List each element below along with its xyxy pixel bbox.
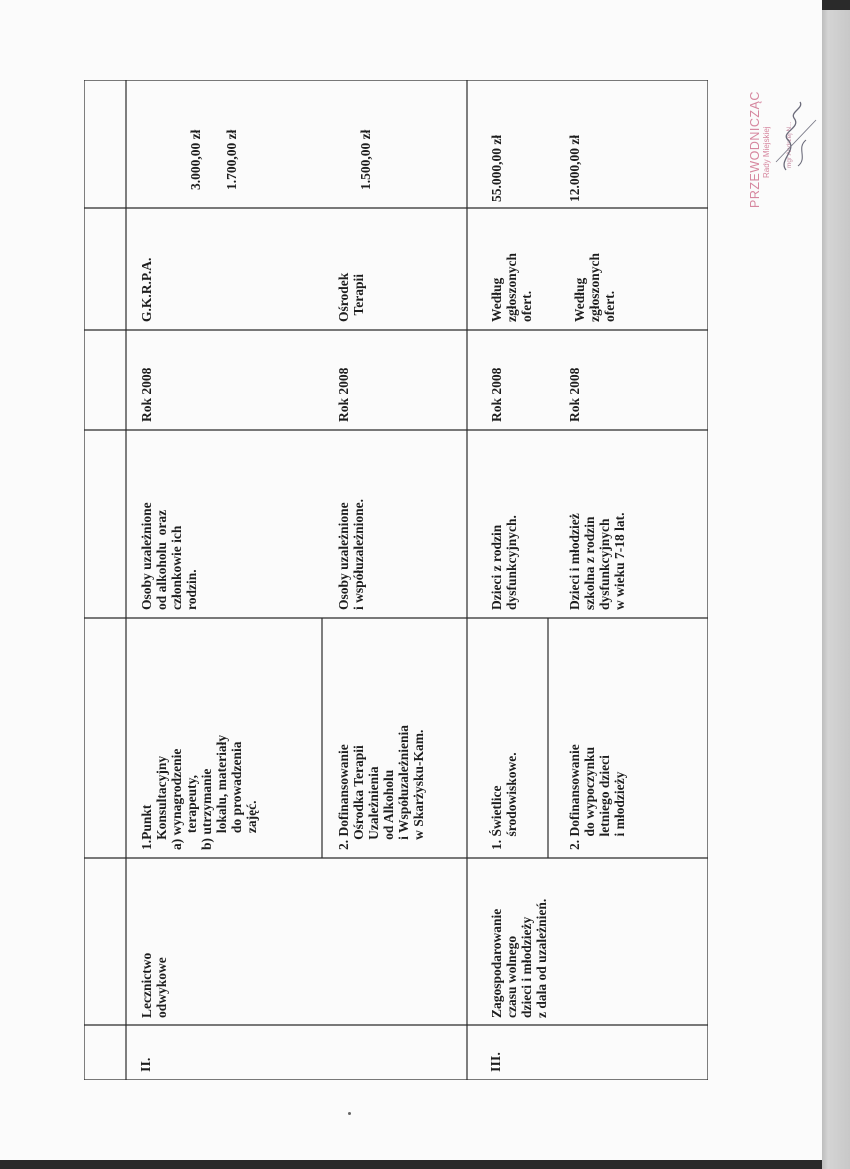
task-recipients: Dzieci z rodzin dysfunkcyjnych. bbox=[489, 515, 519, 610]
stamp-role: mgr Andrzej N... bbox=[786, 121, 793, 168]
dust-speck bbox=[348, 1112, 351, 1115]
task-description: 1. Świetlice środowiskowe. bbox=[489, 752, 519, 850]
task-description: 1.Punkt Konsultacyjny a) wynagrodzenie terapeuty, b) utrzymanie lokalu, materiały do prowadzenia zajęć. bbox=[139, 734, 259, 850]
task-term: Rok 2008 bbox=[139, 367, 154, 422]
task-description: 2. Dofinansowanie Ośrodka Terapii Uzależnienia od Alkoholu i Współuzależnienia w Skarżysku-Kam. bbox=[336, 724, 426, 850]
task-description: 2. Dofinansowanie do wypoczynku letniego dzieci i młodzieży bbox=[567, 744, 627, 850]
section-number: II. bbox=[139, 1057, 154, 1072]
chairman-stamp bbox=[738, 60, 828, 220]
scanner-corner bbox=[822, 0, 850, 10]
task-term: Rok 2008 bbox=[567, 367, 582, 422]
task-amount: 1.500,00 zł bbox=[358, 129, 373, 190]
task-recipients: Osoby uzależnione i współuzależnione. bbox=[336, 498, 366, 610]
rotated-table-page bbox=[84, 80, 708, 1080]
task-executor: Według zgłoszonych ofert. bbox=[572, 253, 617, 322]
signature-icon bbox=[758, 100, 828, 180]
task-executor: Ośrodek Terapii bbox=[336, 272, 366, 322]
task-amount: 12.000,00 zł bbox=[567, 134, 582, 202]
task-term: Rok 2008 bbox=[489, 367, 504, 422]
task-term: Rok 2008 bbox=[336, 367, 351, 422]
section-area: Zagospodarowanie czasu wolnego dzieci i młodzieży z dala od uzależnień. bbox=[489, 898, 549, 1018]
task-executor: G.K.R.P.A. bbox=[139, 257, 154, 322]
task-recipients: Osoby uzależnione od alkoholu oraz członkowie ich rodzin. bbox=[139, 502, 199, 610]
task-amount: 3.000,00 zł bbox=[188, 129, 203, 190]
task-amount: 55.000,00 zł bbox=[489, 134, 504, 202]
stamp-subtitle: Rady Miejskiej bbox=[762, 126, 771, 178]
task-executor: Według zgłoszonych ofert. bbox=[489, 253, 534, 322]
stamp-title: PRZEWODNICZĄC bbox=[748, 91, 762, 208]
section-number: III. bbox=[489, 1052, 504, 1072]
task-amount: 1.700,00 zł bbox=[224, 129, 239, 190]
scanner-bottom-edge bbox=[0, 1160, 822, 1169]
section-area: Lecznictwo odwykowe bbox=[139, 952, 169, 1018]
task-recipients: Dzieci i młodzież szkolna z rodzin dysfunkcyjnych w wieku 7-18 lat. bbox=[567, 512, 627, 610]
